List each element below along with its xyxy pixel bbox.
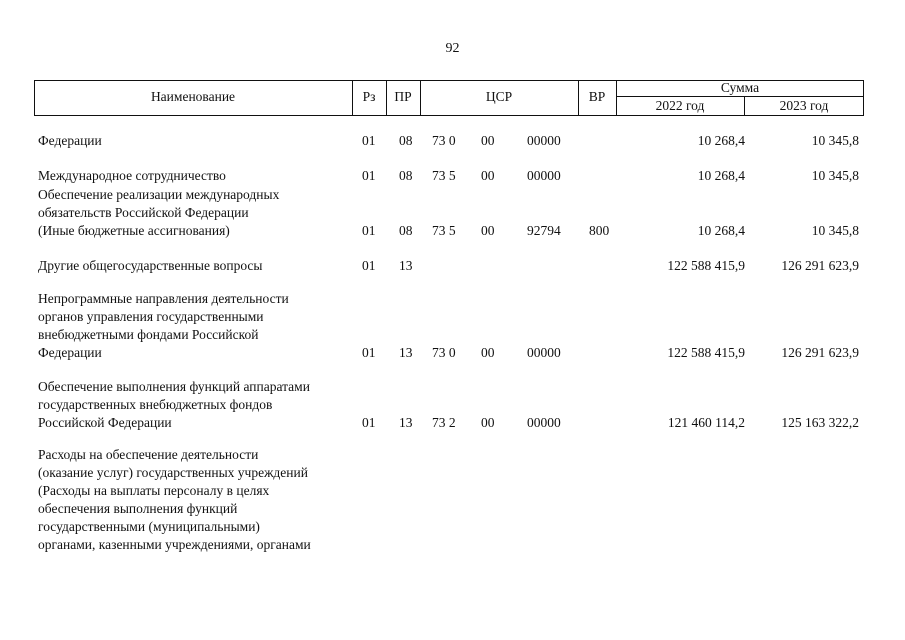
cell-csr-direction: 00000 bbox=[527, 345, 561, 360]
cell-csr-direction: 00000 bbox=[527, 415, 561, 430]
sum-subheader-divider bbox=[616, 96, 864, 97]
row-name-line: Федерации bbox=[38, 345, 102, 360]
row-name-line: Российской Федерации bbox=[38, 415, 172, 430]
header-csr: ЦСР bbox=[485, 89, 513, 104]
row-name-line: Другие общегосударственные вопросы bbox=[38, 258, 263, 273]
cell-sum-2022: 10 268,4 bbox=[697, 168, 745, 183]
header-sum: Сумма bbox=[720, 80, 760, 95]
cell-pr: 08 bbox=[399, 223, 413, 238]
cell-csr-subprogram: 00 bbox=[481, 223, 495, 238]
table-header bbox=[34, 80, 864, 116]
row-name bbox=[38, 186, 358, 240]
cell-vr: 800 bbox=[589, 223, 610, 238]
row-name bbox=[38, 167, 358, 185]
cell-csr-program: 73 5 bbox=[432, 168, 456, 183]
row-name-line: Обеспечение реализации международных bbox=[38, 187, 280, 202]
cell-csr-subprogram: 00 bbox=[481, 415, 495, 430]
row-name-line: Международное сотрудничество bbox=[38, 168, 226, 183]
row-name-line: Расходы на обеспечение деятельности bbox=[38, 447, 259, 462]
cell-csr-program: 73 5 bbox=[432, 223, 456, 238]
cell-csr-direction: 00000 bbox=[527, 168, 561, 183]
row-name bbox=[38, 378, 358, 432]
cell-sum-2023: 126 291 623,9 bbox=[781, 345, 859, 360]
cell-pr: 13 bbox=[399, 345, 413, 360]
header-year-2022: 2022 год bbox=[655, 98, 705, 113]
cell-csr-subprogram: 00 bbox=[481, 133, 495, 148]
row-name-line: Непрограммные направления деятельности bbox=[38, 291, 289, 306]
cell-sum-2023: 10 345,8 bbox=[811, 223, 859, 238]
cell-pr: 13 bbox=[399, 415, 413, 430]
row-name bbox=[38, 290, 358, 362]
cell-sum-2022: 121 460 114,2 bbox=[667, 415, 745, 430]
header-name: Наименование bbox=[150, 89, 236, 104]
row-name-line: государственными (муниципальными) bbox=[38, 519, 260, 534]
row-name-line: (Иные бюджетные ассигнования) bbox=[38, 223, 230, 238]
cell-sum-2022: 10 268,4 bbox=[697, 133, 745, 148]
row-name-line: (оказание услуг) государственных учреждений bbox=[38, 465, 308, 480]
cell-rz: 01 bbox=[362, 258, 376, 273]
header-rz: Рз bbox=[362, 89, 376, 104]
row-name-line: Обеспечение выполнения функций аппаратами bbox=[38, 379, 310, 394]
cell-sum-2023: 125 163 322,2 bbox=[781, 415, 859, 430]
cell-rz: 01 bbox=[362, 223, 376, 238]
cell-csr-direction: 92794 bbox=[527, 223, 561, 238]
row-name-line: органами, казенными учреждениями, органами bbox=[38, 537, 311, 552]
row-name bbox=[38, 132, 358, 150]
row-name bbox=[38, 257, 358, 275]
row-name-line: обеспечения выполнения функций bbox=[38, 501, 238, 516]
header-pr: ПР bbox=[394, 89, 412, 104]
header-vr: ВР bbox=[588, 89, 606, 104]
cell-sum-2022: 122 588 415,9 bbox=[667, 345, 745, 360]
cell-rz: 01 bbox=[362, 168, 376, 183]
cell-pr: 08 bbox=[399, 133, 413, 148]
row-name-line: Федерации bbox=[38, 133, 102, 148]
cell-csr-subprogram: 00 bbox=[481, 168, 495, 183]
cell-csr-program: 73 2 bbox=[432, 415, 456, 430]
cell-sum-2023: 126 291 623,9 bbox=[781, 258, 859, 273]
cell-sum-2022: 122 588 415,9 bbox=[667, 258, 745, 273]
header-year-2023: 2023 год bbox=[779, 98, 829, 113]
cell-sum-2023: 10 345,8 bbox=[811, 168, 859, 183]
cell-pr: 13 bbox=[399, 258, 413, 273]
cell-pr: 08 bbox=[399, 168, 413, 183]
row-name-line: внебюджетными фондами Российской bbox=[38, 327, 259, 342]
row-name-line: обязательств Российской Федерации bbox=[38, 205, 249, 220]
cell-csr-subprogram: 00 bbox=[481, 345, 495, 360]
page-number: 92 bbox=[445, 41, 460, 56]
cell-sum-2023: 10 345,8 bbox=[811, 133, 859, 148]
row-name-line: органов управления государственными bbox=[38, 309, 264, 324]
row-name-line: (Расходы на выплаты персоналу в целях bbox=[38, 483, 270, 498]
cell-csr-program: 73 0 bbox=[432, 345, 456, 360]
cell-csr-program: 73 0 bbox=[432, 133, 456, 148]
cell-rz: 01 bbox=[362, 345, 376, 360]
row-name bbox=[38, 446, 358, 554]
cell-csr-direction: 00000 bbox=[527, 133, 561, 148]
cell-rz: 01 bbox=[362, 133, 376, 148]
cell-rz: 01 bbox=[362, 415, 376, 430]
row-name-line: государственных внебюджетных фондов bbox=[38, 397, 273, 412]
header-bottom-border bbox=[34, 115, 864, 116]
cell-sum-2022: 10 268,4 bbox=[697, 223, 745, 238]
